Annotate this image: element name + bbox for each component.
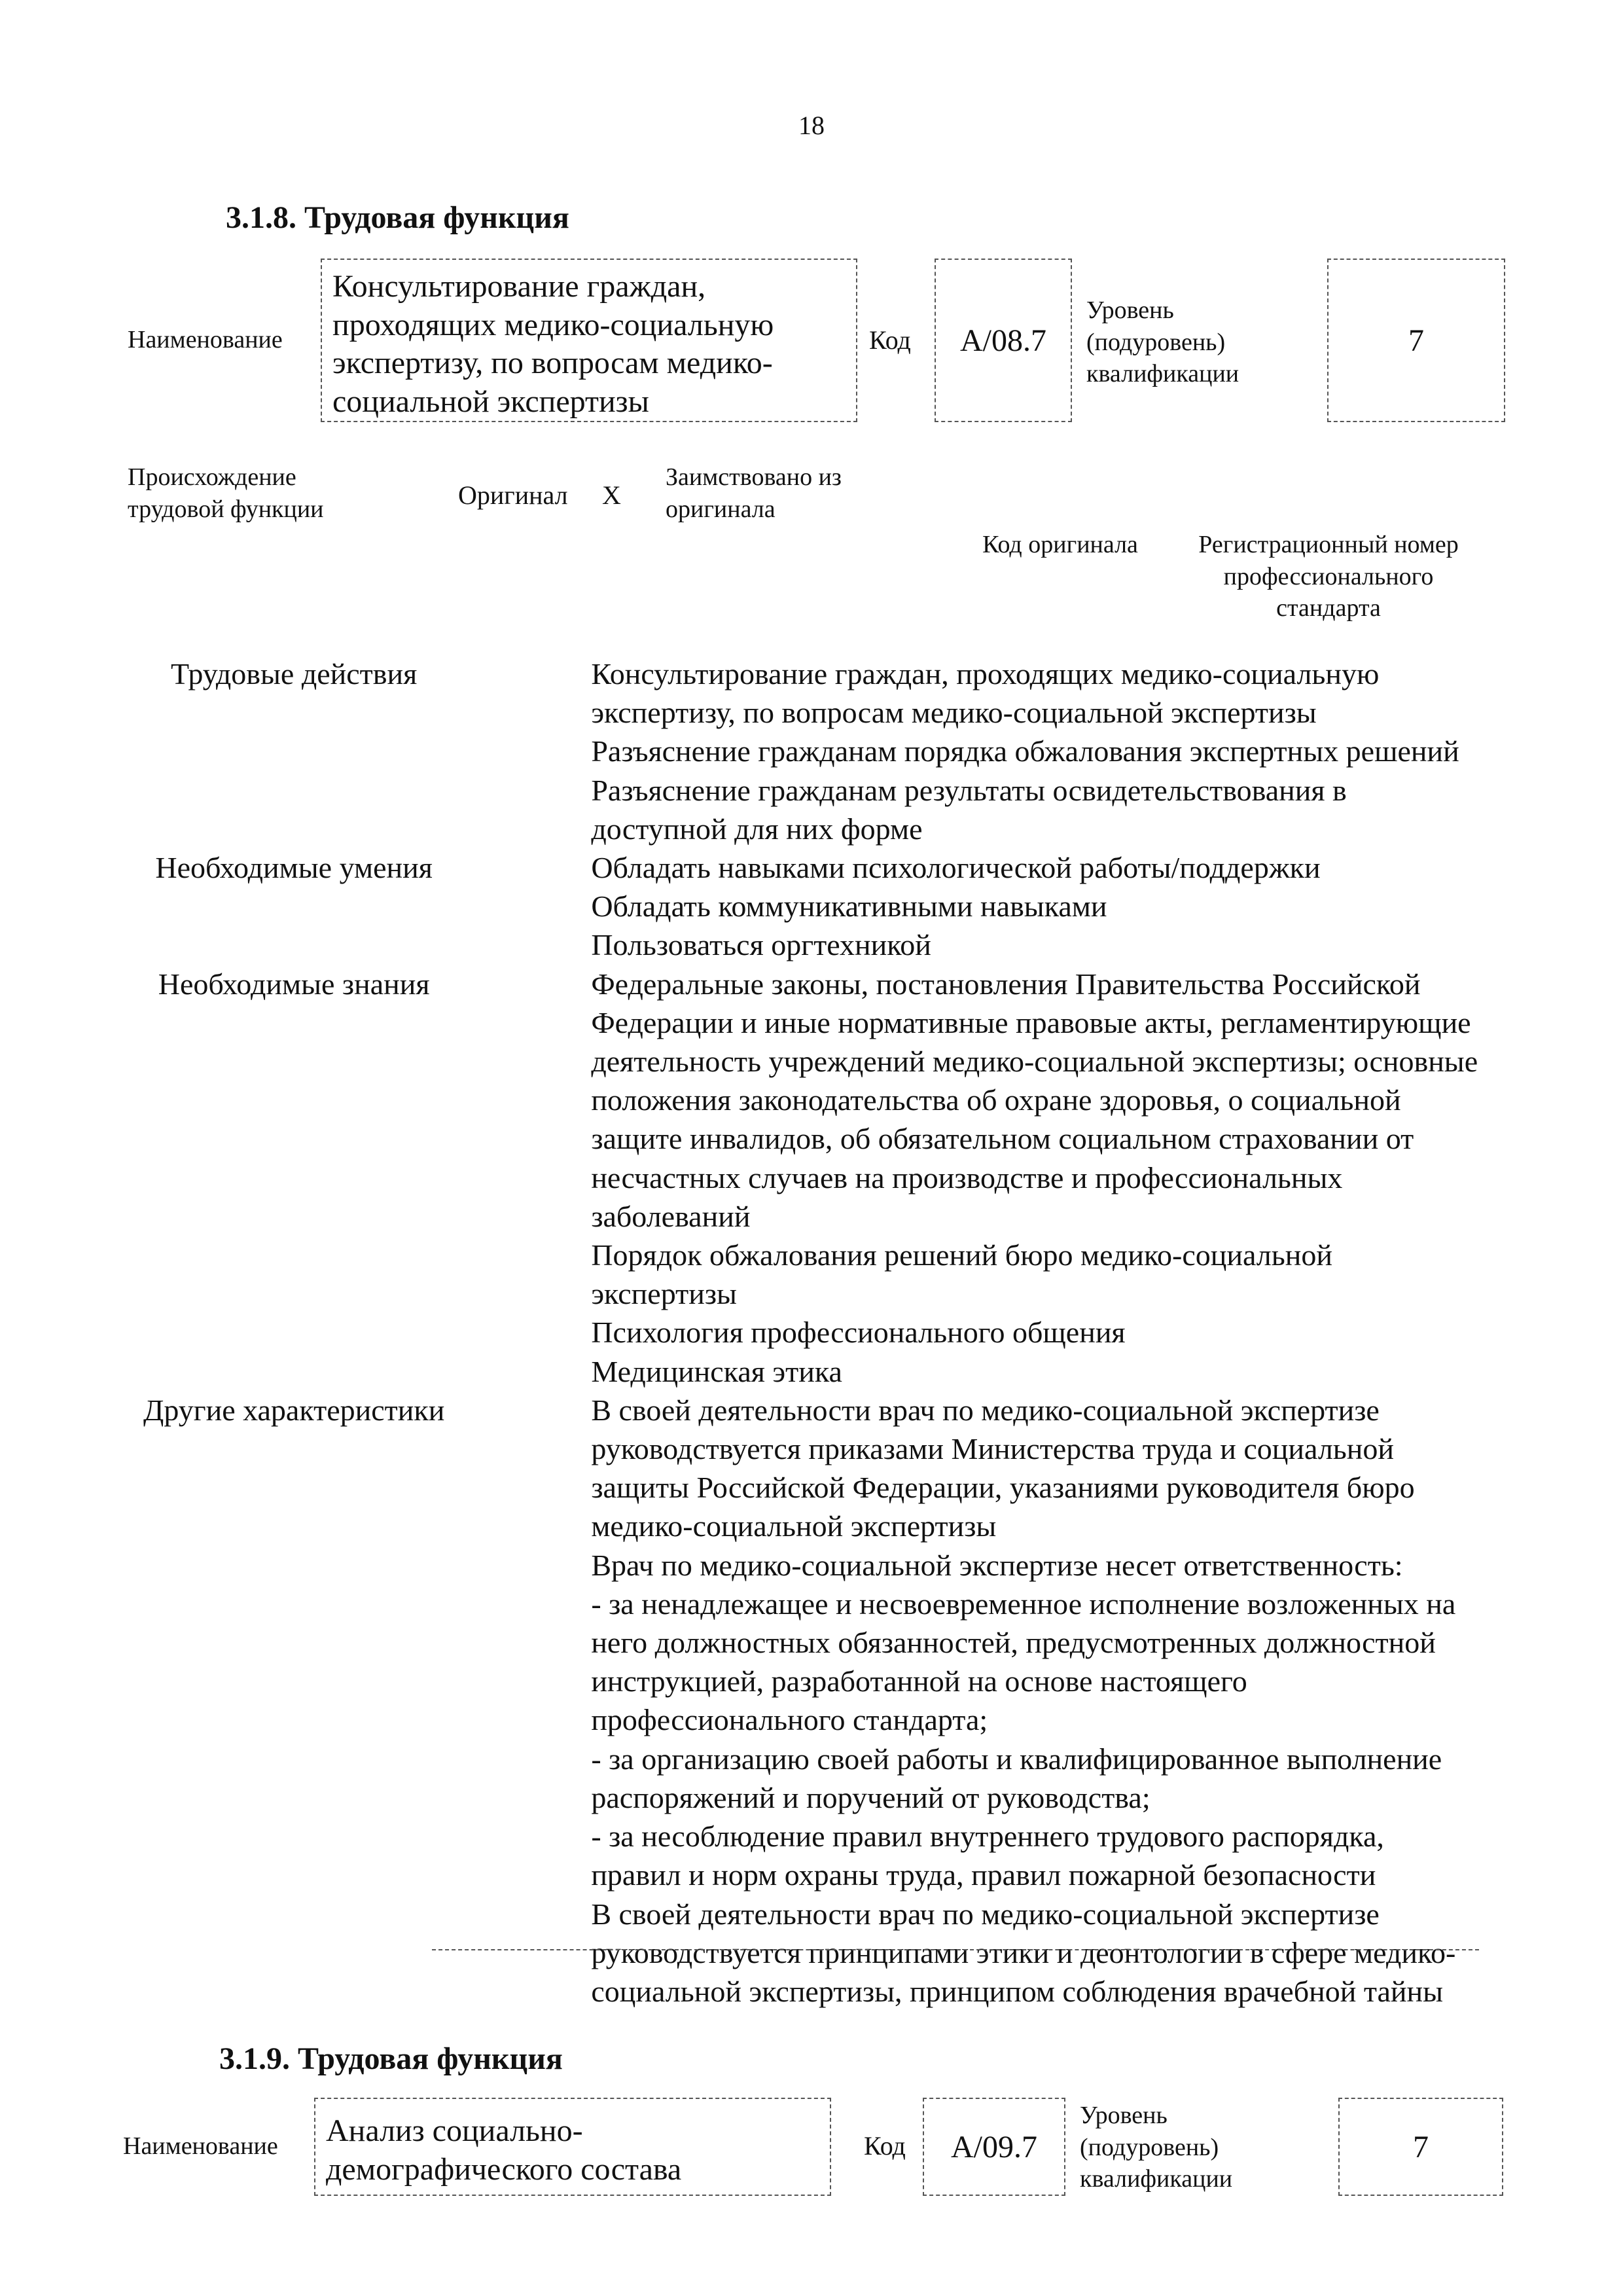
list-item: Психология профессионального общения [591,1316,1126,1350]
function-details-table [131,655,1479,2011]
section-318-title: 3.1.8. Трудовая функция [226,200,569,235]
list-item: Обладать коммуникативными навыками [591,889,1107,924]
row-items [463,965,1479,1391]
list-item: Разъяснение гражданам порядка обжалования экспертных решений [591,734,1459,768]
list-item: Разъяснение гражданам результаты освидетельствования в доступной для них форме [591,773,1347,846]
row-label: Другие характеристики [143,1393,445,1427]
list-item: - за организацию своей работы и квалифицированное выполнение распоряжений и поручений от руководства; [591,1742,1442,1814]
level-label-318: Уровень (подуровень) квалификации [1086,296,1240,388]
row-items [463,848,1479,965]
level-value-319: 7 [1338,2098,1503,2196]
list-item: Пользоваться оргтехникой [591,928,931,962]
list-item: В своей деятельности врач по медико-социальной экспертизе руководствуется принципами этики и деонтологии в сфере медико-социальной экспертизы, принципом соблюдения врачебной тайны [591,1897,1456,2008]
list-item: - за несоблюдение правил внутреннего трудового распорядка, правил и норм охраны труда, правил пожарной безопасности [591,1820,1384,1892]
row-items [463,1391,1479,2011]
list-item: Медицинская этика [591,1354,842,1388]
borrowed-label: Заимствовано из оригинала [666,463,842,523]
row-label: Необходимые умения [155,851,433,885]
table-bottom-divider [432,1949,1479,1950]
list-item: Порядок обжалования решений бюро медико-социальной экспертизы [591,1238,1332,1311]
list-item: Федеральные законы, постановления Правительства Российской Федерации и иные нормативные правовые акты, регламентирующие деятельность учреждений медико-социальной экспертизы; основные положения законодательства об охране здоровья, о социальной защите инвалидов, об обязательном социальном страховании от несчастных случаев на производстве и профессиональных заболеваний [591,967,1478,1233]
row-label: Необходимые знания [158,967,430,1001]
list-item: Обладать навыками психологической работы/поддержки [591,851,1321,885]
code-value-318: А/08.7 [935,259,1072,422]
code-label-319: Код [864,2131,906,2161]
level-label-319: Уровень (подуровень) квалификации [1080,2102,1233,2193]
code-original-label: Код оригинала [982,531,1138,558]
table-row [131,655,1479,848]
list-item: В своей деятельности врач по медико-социальной экспертизе руководствуется приказами Министерства труда и социальной защиты Российской Федерации, указаниями руководителя бюро медико-социальной экспертизы [591,1393,1415,1543]
table-row [131,848,1479,965]
list-item: - за ненадлежащее и несвоевременное исполнение возложенных на него должностных обязанностей, предусмотренных должностной инструкцией, разработанной на основе настоящего профессионального стандарта; [591,1587,1456,1737]
list-item: Консультирование граждан, проходящих медико-социальную экспертизу, по вопросам медико-социальной экспертизы [591,657,1380,730]
list-item: Врач по медико-социальной экспертизе несет ответственность: [591,1548,1403,1582]
section-319-title: 3.1.9. Трудовая функция [219,2041,563,2076]
table-row [131,1391,1479,2011]
name-label-319: Наименование [123,2132,278,2160]
row-label: Трудовые действия [171,657,418,691]
original-mark: Х [602,480,621,510]
reg-number-label: Регистрационный номер профессионального стандарта [1198,531,1459,622]
original-label: Оригинал [458,480,568,510]
level-value-318: 7 [1327,259,1505,422]
row-items [463,655,1479,848]
table-row [131,965,1479,1391]
function-name-318: Консультирование граждан, проходящих медико-социальную экспертизу, по вопросам медико-социальной экспертизы [321,259,857,422]
origin-label: Происхождение трудовой функции [128,463,324,523]
page-number: 18 [798,111,825,140]
code-label-318: Код [869,325,911,355]
name-label-318: Наименование [128,326,283,353]
code-value-319: А/09.7 [923,2098,1065,2196]
function-name-319: Анализ социально-демографического состава [314,2098,831,2196]
